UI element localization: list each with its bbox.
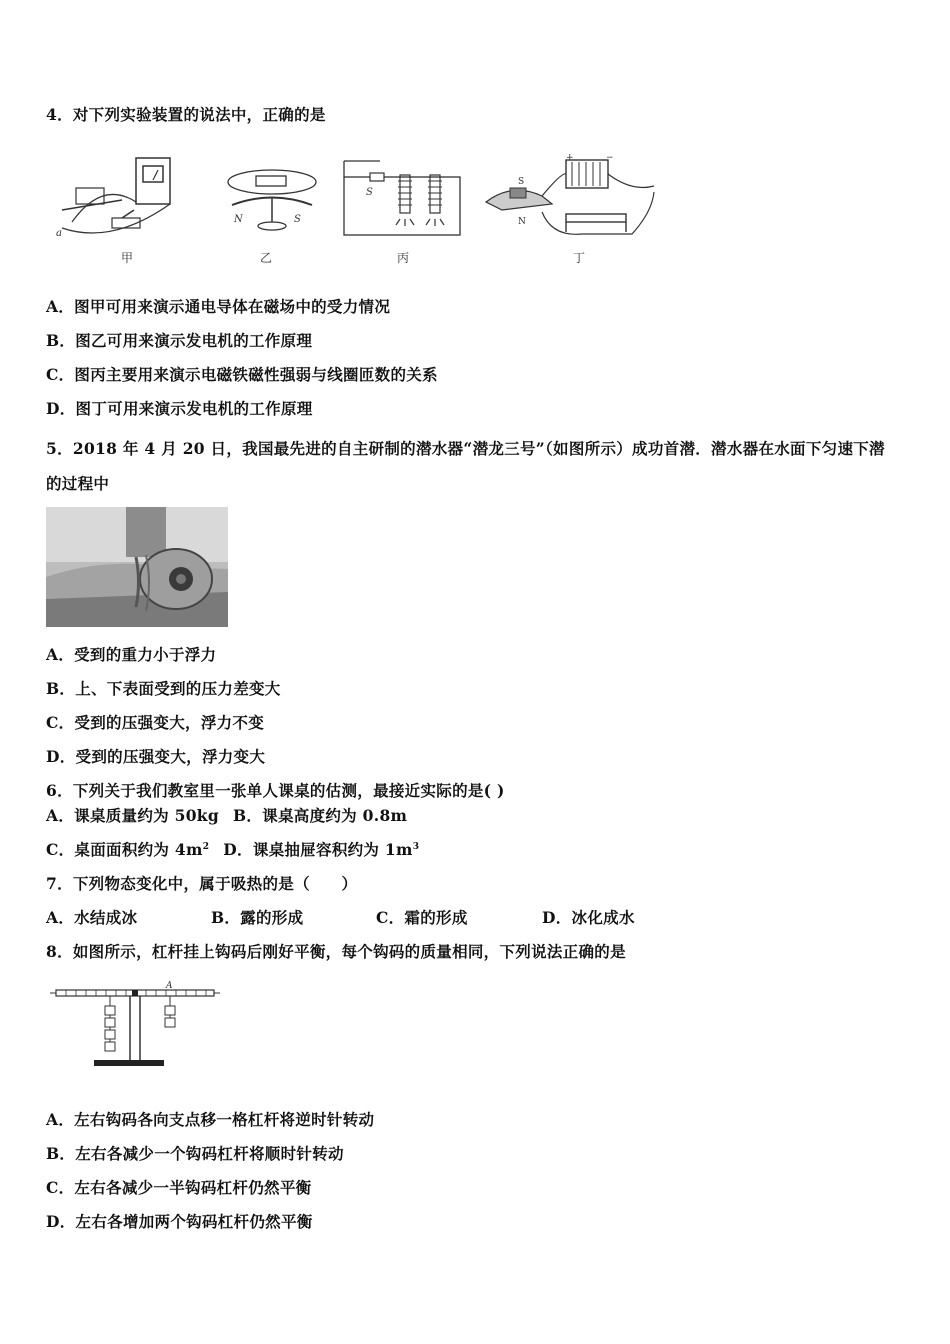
lever-figure <box>50 980 220 1075</box>
q8-stem: 8．如图所示，杠杆挂上钩码后刚好平衡，每个钩码的质量相同，下列说法正确的是 <box>46 942 626 961</box>
q8-option-c: C．左右各减少一半钩码杠杆仍然平衡 <box>46 1178 312 1197</box>
q6-option-b: B．课桌高度约为 0.8m <box>232 806 408 825</box>
caption-ding: 丁 <box>573 251 586 265</box>
s-label: S <box>518 177 525 187</box>
q7-option-b: B．露的形成 <box>211 908 304 927</box>
q5-stem-line2: 的过程中 <box>46 474 110 493</box>
caption-jia: 甲 <box>121 251 134 265</box>
q7-stem: 7．下列物态变化中，属于吸热的是（ ） <box>46 874 358 893</box>
figure-ding <box>482 152 662 242</box>
q7-option-a: A．水结成冰 <box>46 908 138 927</box>
q5-option-c: C．受到的压强变大，浮力不变 <box>46 713 265 732</box>
q5-option-b: B．上、下表面受到的压力差变大 <box>46 679 281 698</box>
figure-bing <box>340 155 465 240</box>
q4-option-d: D．图丁可用来演示发电机的工作原理 <box>46 399 313 418</box>
q8-option-d: D．左右各增加两个钩码杠杆仍然平衡 <box>46 1212 313 1231</box>
q6-option-a: A．课桌质量约为 50kg <box>46 806 219 825</box>
q4-option-a: A．图甲可用来演示通电导体在磁场中的受力情况 <box>46 297 391 316</box>
figure-jia <box>52 150 192 245</box>
q6-option-d: D．课桌抽屉容积约为 $1m^3$ <box>223 840 420 859</box>
caption-bing: 丙 <box>397 251 410 265</box>
svg-text:a: a <box>56 228 62 239</box>
q6-options-row1 <box>46 804 407 826</box>
q4-stem: 4．对下列实验装置的说法中，正确的是 <box>46 105 326 124</box>
n-label: N <box>518 217 526 227</box>
q7-option-d: D．冰化成水 <box>542 908 635 927</box>
q7-option-c: C．霜的形成 <box>376 908 468 927</box>
caption-yi: 乙 <box>260 251 273 265</box>
svg-text:N: N <box>234 214 243 225</box>
q8-option-b: B．左右各减少一个钩码杠杆将顺时针转动 <box>46 1144 344 1163</box>
figure-yi <box>222 160 322 240</box>
q6-options-row2 <box>46 838 419 860</box>
q4-option-b: B．图乙可用来演示发电机的工作原理 <box>46 331 313 350</box>
q5-option-a: A．受到的重力小于浮力 <box>46 645 217 664</box>
q6-stem: 6．下列关于我们教室里一张单人课桌的估测，最接近实际的是( ) <box>46 781 505 800</box>
q6-option-c: C．桌面面积约为 $4m^2$ <box>46 840 210 859</box>
svg-text:S: S <box>294 214 301 225</box>
q4-option-c: C．图丙主要用来演示电磁铁磁性强弱与线圈匝数的关系 <box>46 365 438 384</box>
plus-label: + <box>566 153 574 163</box>
svg-text:S: S <box>366 187 373 198</box>
q8-option-a: A．左右钩码各向支点移一格杠杆将逆时针转动 <box>46 1110 375 1129</box>
q5-option-d: D．受到的压强变大，浮力变大 <box>46 747 266 766</box>
point-a-label: A <box>166 981 173 991</box>
q5-stem-line1: 5．2018 年 4 月 20 日，我国最先进的自主研制的潜水器“潜龙三号”（如图所示）成功首潜．潜水器在水面下匀速下潜 <box>46 439 885 458</box>
minus-label: − <box>606 153 614 163</box>
submersible-photo <box>46 507 228 627</box>
